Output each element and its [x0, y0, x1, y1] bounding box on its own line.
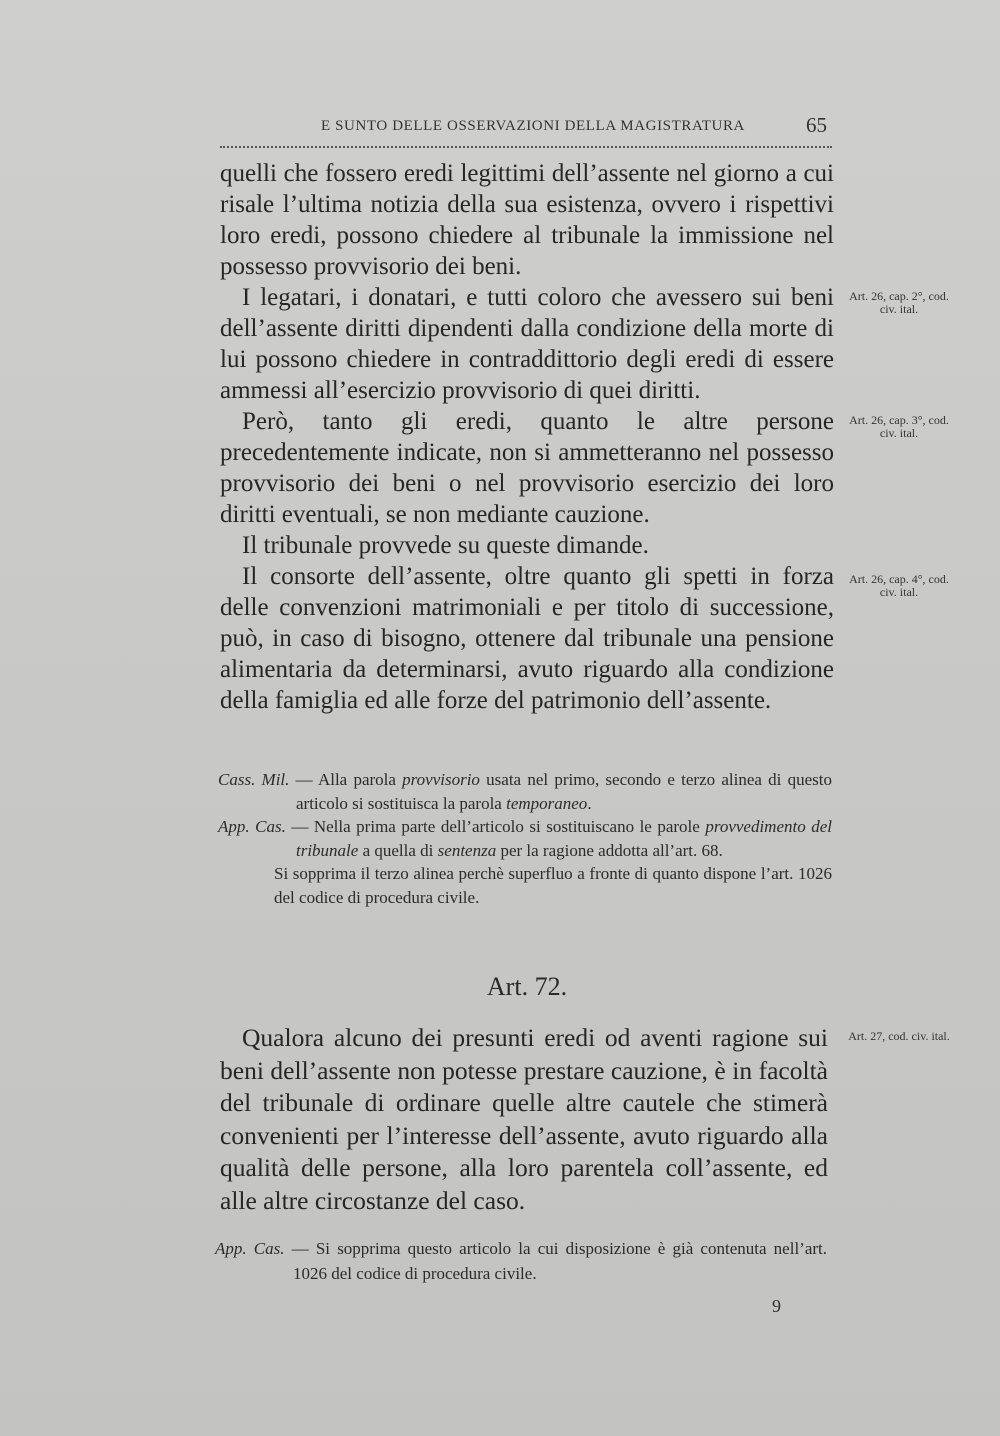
note-source: App. Cas. — [215, 1239, 285, 1258]
paragraph: quelli che fossero eredi legittimi dell’assente nel giorno a cui risale l’ultima notizia della sua esistenza, ovvero i rispettivi loro eredi, possono chiedere al tribunale la immissione nel possesso provvisorio dei beni. — [220, 160, 834, 280]
commentary-notes — [218, 768, 832, 909]
note-source: App. Cas. — [218, 817, 286, 836]
final-note — [215, 1236, 827, 1286]
note-text: — Alla parola — [295, 770, 403, 789]
note-text: a quella di — [358, 840, 438, 860]
header-rule — [220, 146, 832, 148]
signature-mark: 9 — [772, 1296, 781, 1316]
paragraph: I legatari, i donatari, e tutti coloro che avessero sui beni dell’assente diritti dipendenti dalla condizione della morte di lui possono chiedere in contraddittorio degli eredi di essere ammessi all’esercizio provvisorio di quei diritti. — [220, 284, 834, 404]
note — [218, 815, 832, 862]
note: Si sopprima il terzo alinea perchè superfluo a fronte di quanto dispone l’art. 1026 del codice di procedura civile. — [274, 864, 832, 907]
margin-note: Art. 27, cod. civ. ital. — [848, 1029, 950, 1043]
note — [215, 1236, 827, 1286]
margin-note: Art. 26, cap. 2°, cod. civ. ital. — [849, 289, 949, 316]
note-text: . — [587, 793, 592, 813]
paragraph: Qualora alcuno dei presunti eredi od aventi ragione sui beni dell’assente non potesse prestare cauzione, è in facoltà del tribunale di ordinare quelle altre cautele che stimerà convenienti per l’interesse dell’assente, avuto riguardo alla qualità delle persone, alla loro parentela coll’assente, ed alle altre circostanze del caso. — [220, 1023, 828, 1215]
note-emphasis: provvisorio — [402, 770, 480, 789]
note-text: — Nella prima parte dell’articolo si sostituiscano le parole — [291, 817, 706, 836]
paragraph: Il tribunale provvede su queste dimande. — [242, 532, 649, 559]
paragraph: Il consorte dell’assente, oltre quanto gli spetti in forza delle convenzioni matrimoniali e per titolo di successione, può, in caso di bisogno, ottenere dal tribunale una pensione alimentaria da determinarsi, avuto riguardo alla condizione della famiglia ed alle forze del patrimonio dell’assente. — [220, 563, 834, 714]
note-emphasis: sentenza — [437, 840, 497, 860]
margin-note: Art. 26, cap. 3°, cod. civ. ital. — [849, 413, 949, 440]
margin-note: Art. 26, cap. 4°, cod. civ. ital. — [849, 572, 949, 599]
note-emphasis: provvedimento del tribunale — [296, 817, 832, 860]
note-text: — Si sopprima questo articolo la cui disposizione è già contenuta nell’art. 1026 del codice di procedura civile. — [291, 1239, 828, 1283]
main-text — [220, 158, 834, 716]
note-text: usata nel primo, secondo e terzo alinea di questo articolo si sostituisca la parola — [296, 770, 832, 813]
paragraph: Però, tanto gli eredi, quanto le altre persone precedentemente indicate, non si ammetteranno nel possesso provvisorio dei beni o nel provvisorio esercizio dei loro diritti eventuali, se non mediante cauzione. — [220, 408, 834, 528]
page-number: 65 — [806, 113, 827, 137]
running-header: E SUNTO DELLE OSSERVAZIONI DELLA MAGISTRATURA — [321, 118, 745, 134]
note-text: per la ragione addotta all’art. 68. — [496, 840, 723, 860]
article-heading: Art. 72. — [486, 972, 568, 1001]
note — [218, 768, 832, 815]
note-source: Cass. Mil. — [218, 770, 290, 789]
article-text — [220, 1022, 828, 1217]
note-emphasis: temporaneo — [506, 793, 588, 813]
